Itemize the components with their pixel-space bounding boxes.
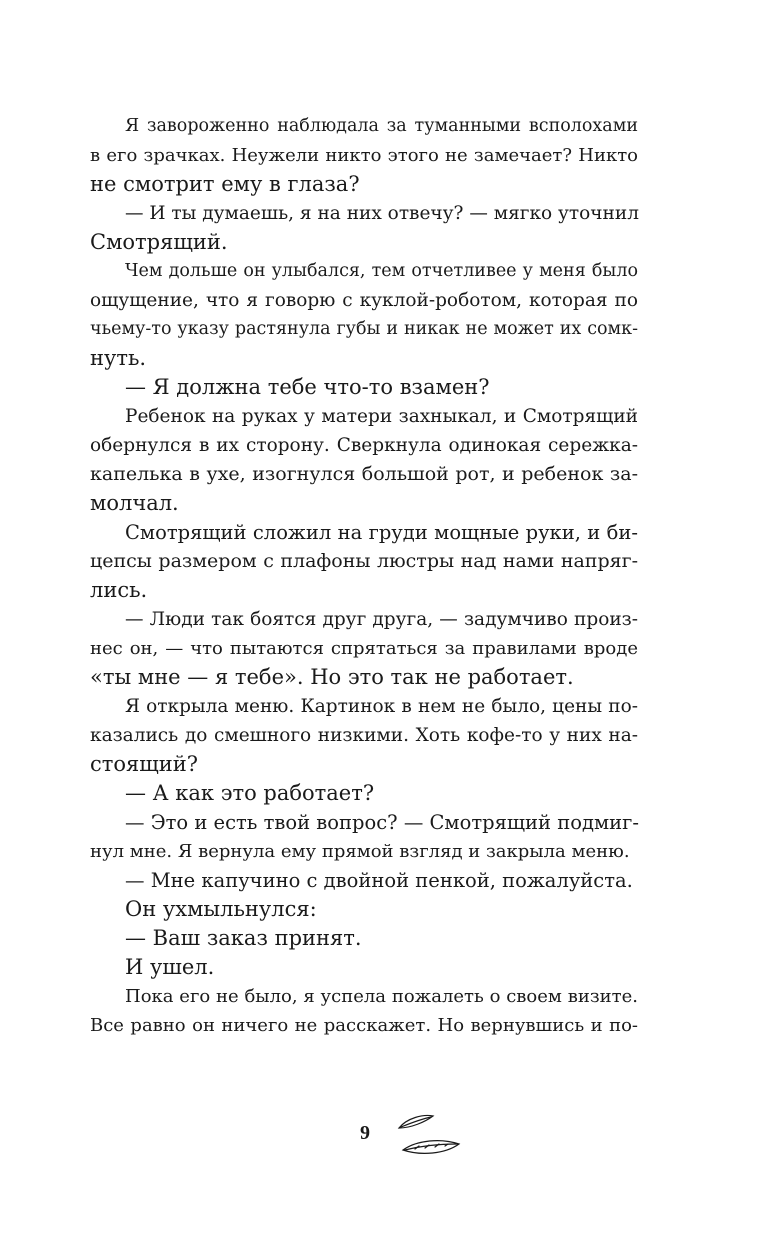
text-line: И ушел. bbox=[125, 955, 215, 979]
text-line: — Люди так боятся друг друга, — задумчиво произ- bbox=[125, 609, 638, 630]
text-line: чьему-то указу растянула губы и никак не может их сомк- bbox=[90, 319, 638, 339]
text-line: Пока его не было, я успела пожалеть о своем визите. bbox=[125, 986, 638, 1007]
text-line: Он ухмыльнулся: bbox=[125, 897, 317, 921]
text-line: Ребенок на руках у матери захныкал, и Смотрящий bbox=[125, 406, 638, 427]
text-line: Смотрящий. bbox=[90, 230, 228, 254]
text-line: Смотрящий сложил на груди мощные руки, и би- bbox=[125, 521, 638, 544]
text-line: в его зрачках. Неужели никто этого не замечает? Никто bbox=[90, 145, 638, 166]
page-footer bbox=[0, 1110, 768, 1170]
text-line: — Это и есть твой вопрос? — Смотрящий подмиг- bbox=[125, 811, 639, 834]
text-line: ощущение, что я говорю с куклой-роботом, которая по bbox=[90, 290, 638, 311]
text-line: молчал. bbox=[90, 491, 179, 515]
text-line: «ты мне — я тебе». Но это так не работает. bbox=[90, 665, 574, 689]
text-line: нуть. bbox=[90, 346, 147, 370]
text-line: — А как это работает? bbox=[125, 781, 375, 805]
text-line: не смотрит ему в глаза? bbox=[90, 172, 360, 196]
text-line: обернулся в их сторону. Сверкнула одинокая сережка- bbox=[90, 435, 638, 456]
text-line: лись. bbox=[90, 578, 148, 602]
text-line: стоящий? bbox=[90, 752, 199, 776]
text-line: казались до смешного низкими. Хоть кофе-то у них на- bbox=[90, 725, 638, 746]
body-text bbox=[90, 112, 638, 1040]
text-line: цепсы размером с плафоны люстры над нами напряг- bbox=[90, 550, 638, 572]
text-line: — Я должна тебе что-то взамен? bbox=[125, 375, 490, 399]
page-number: 9 bbox=[360, 1122, 370, 1144]
text-line: капелька в ухе, изогнулся большой рот, и ребенок за- bbox=[90, 463, 638, 485]
text-line: — Мне капучино с двойной пенкой, пожалуйста. bbox=[125, 869, 633, 892]
text-line: Я открыла меню. Картинок в нем не было, цены по- bbox=[125, 696, 638, 717]
text-line: Чем дольше он улыбался, тем отчетливее у меня было bbox=[125, 261, 638, 281]
text-line: Я завороженно наблюдала за туманными всполохами bbox=[125, 116, 638, 136]
text-line: нес он, — что пытаются спрятаться за правилами вроде bbox=[90, 638, 638, 659]
text-line: — Ваш заказ принят. bbox=[125, 926, 362, 950]
text-line: нул мне. Я вернула ему прямой взгляд и закрыла меню. bbox=[90, 841, 630, 862]
text-line: Все равно он ничего не расскажет. Но вернувшись и по- bbox=[90, 1015, 638, 1036]
leaf-ornament-icon bbox=[395, 1110, 465, 1158]
text-line: — И ты думаешь, я на них отвечу? — мягко уточнил bbox=[125, 203, 639, 224]
